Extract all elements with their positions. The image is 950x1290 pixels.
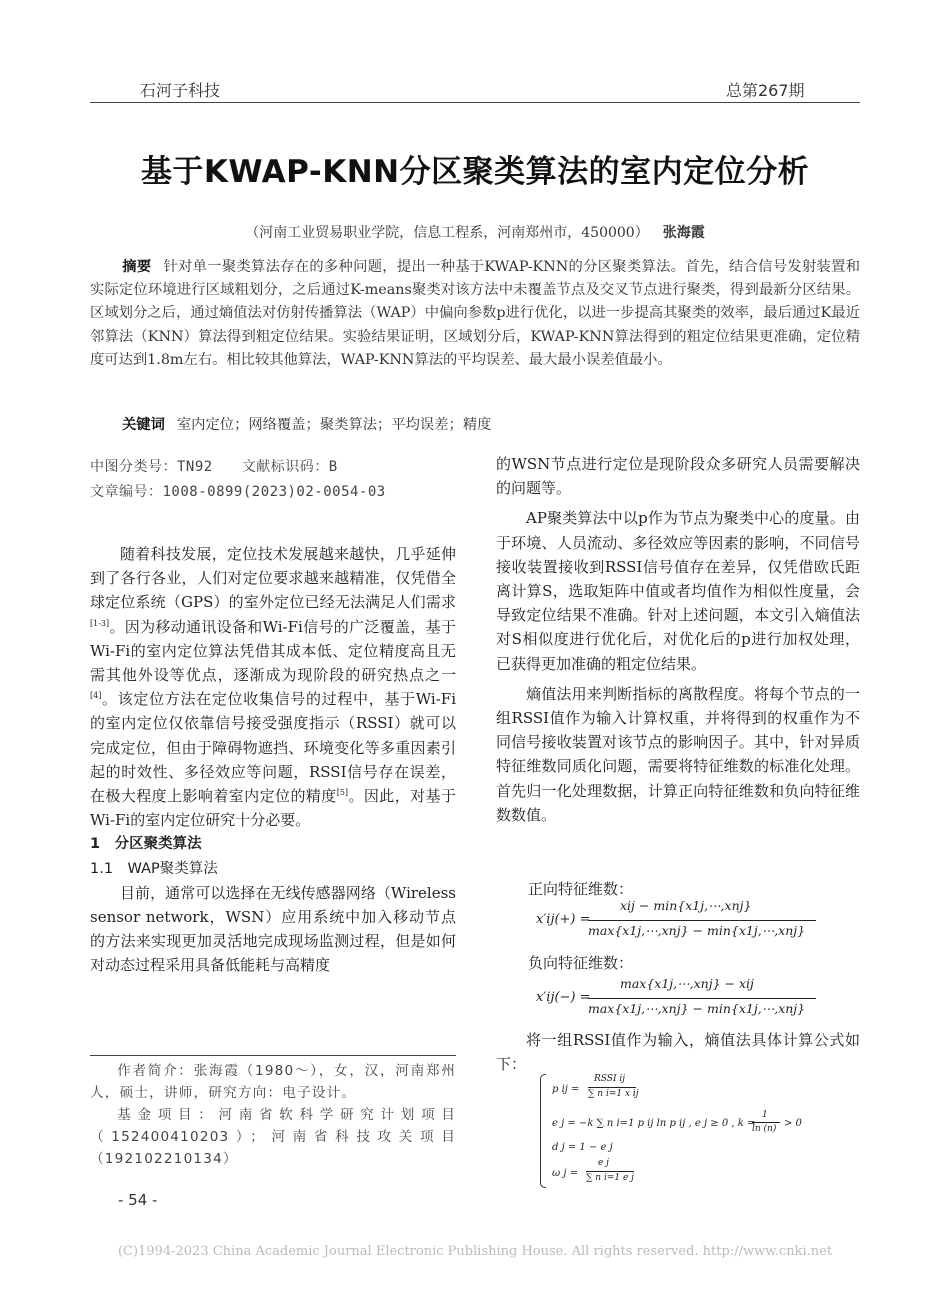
page-number: - 54 -: [118, 1191, 158, 1209]
classification-line: 中图分类号：TN92 文献标识码：B: [90, 459, 338, 475]
neg-label: 负向特征维数：: [528, 954, 634, 972]
fraction-bar: [588, 920, 816, 921]
fraction-bar: [752, 1122, 780, 1123]
abstract-text: 针对单一聚类算法存在的多种问题，提出一种基于KWAP-KNN的分区聚类算法。首先，结合信号发射装置和实际定位环境进行区域粗划分，之后通过K-means聚类对该方法中未覆盖节点及交叉节点进行聚类，得到最新分区结果。区域划分之后，通过熵值法对仿射传播算法（WAP）中偏向参数p进行优化，以进一步提高其聚类的效率，最后通过K最近邻算法（KNN）算法得到粗定位结果。实验结果证明，区域划分后，KWAP-KNN算法得到的粗定位结果更准确，定位精度可达到1.8m左右。相比较其他算法，WAP-KNN算法的平均误差、最大最小误差值最小。: [90, 259, 861, 368]
citation: [4]: [90, 691, 102, 701]
pos-formula: [536, 898, 866, 948]
abstract-label: 摘要: [122, 259, 152, 275]
neg-formula-numerator: max{x1j,⋯,xnj} − xij: [620, 976, 754, 991]
left-brace: [540, 1074, 546, 1188]
author-info: 作者简介：张海霞（1980～），女，汉，河南郑州人，硕士，讲师，研究方向：电子设计。: [90, 1063, 456, 1101]
case3: d j = 1 − e j: [552, 1142, 613, 1153]
keywords-text: 室内定位；网络覆盖；聚类算法；平均误差；精度: [176, 417, 492, 433]
neg-formula-lhs: x′ij(−) =: [536, 990, 591, 1005]
journal-name: 石河子科技: [140, 81, 221, 100]
abstract: [90, 256, 860, 372]
intro-paragraph: 随着科技发展，定位技术发展越来越快，几乎延伸到了各行各业，人们对定位要求越来越精准，仅凭借全球定位系统（GPS）的室外定位已经无法满足人们需求[1-3]。因为移动通讯设备和Wi-Fi信号的广泛覆盖，基于Wi-Fi的室内定位算法凭借其成本低、定位精度高且无需其他外设等优点，逐渐成为现阶段的研究热点之一[4]。该定位方法在定位收集信号的过程中，基于Wi-Fi的室内定位仅依靠信号接受强度指示（RSSI）就可以完成定位，但由于障碍物遮挡、环境变化等多重因素引起的时效性、多径效应等问题，RSSI信号存在误差，在极大程度上影响着室内定位的精度[5]。因此，对基于Wi-Fi的室内定位研究十分必要。: [90, 545, 456, 830]
article-number-line: 文章编号：1008-0899(2023)02-0054-03: [90, 484, 386, 500]
case2-denominator: ln (n): [752, 1124, 777, 1134]
case4-lhs: ω j =: [552, 1168, 578, 1179]
case2-numerator: 1: [762, 1110, 768, 1120]
continued-paragraph: 的WSN节点进行定位是现阶段众多研究人员需要解决的问题等。: [496, 455, 860, 498]
citation: [1-3]: [90, 618, 110, 628]
case2-tail: > 0: [784, 1118, 802, 1129]
case1-numerator: RSSI ij: [594, 1074, 626, 1084]
entropy-formula: [540, 1070, 840, 1194]
case2: e j = −k ∑ n i=1 p ij ln p ij , e j ≥ 0 , k =: [552, 1118, 756, 1129]
case1-lhs: p ij =: [552, 1084, 580, 1095]
case1-denominator: ∑ n i=1 x ij: [588, 1089, 639, 1099]
footnote: [90, 1060, 456, 1170]
formula-intro-text: 将一组RSSI值作为输入，熵值法具体计算公式如下：: [496, 1031, 860, 1074]
pos-formula-lhs: x′ij(+) =: [536, 912, 591, 927]
fraction-bar: [586, 1171, 634, 1172]
fraction-bar: [588, 1087, 636, 1088]
header-rule: [90, 102, 860, 103]
case4-numerator: e j: [598, 1158, 609, 1168]
wap-paragraph: 目前，通常可以选择在无线传感器网络（Wireless sensor network，WSN）应用系统中加入移动节点的方法来实现更加灵活地完成现场监测过程，但是如何对动态过程采用具备低能耗与高精度: [90, 883, 456, 975]
pos-formula-denominator: max{x1j,⋯,xnj} − min{x1j,⋯,xnj}: [588, 923, 806, 938]
footnote-rule: [90, 1055, 456, 1056]
affiliation: （河南工业贸易职业学院，信息工程系，河南郑州市，450000）: [245, 225, 649, 241]
left-column: [90, 542, 456, 978]
pos-formula-numerator: xij − min{x1j,⋯,xnj}: [620, 898, 752, 913]
author-name: 张海霞: [662, 225, 705, 241]
neg-formula-denominator: max{x1j,⋯,xnj} − min{x1j,⋯,xnj}: [588, 1001, 806, 1016]
pos-label: 正向特征维数：: [528, 880, 634, 898]
citation: [5]: [336, 788, 349, 798]
fund-info: 基金项目：河南省软科学研究计划项目（152400410203）；河南省科技攻关项目（192102210134）: [90, 1107, 456, 1167]
keywords-label: 关键词: [122, 417, 165, 433]
issue-number: 总第267期: [726, 81, 805, 100]
copyright-notice: (C)1994-2023 China Academic Journal Electronic Publishing House. All rights reserved. http://www.cnki.net: [117, 1244, 833, 1259]
ap-paragraph: AP聚类算法中以p作为节点为聚类中心的度量。由于环境、人员流动、多径效应等因素的影响，不同信号接收装置接收到RSSI信号值存在差异，仅凭借欧氏距离计算S，选取矩阵中值或者均值作为相似性度量，会导致定位结果不准确。针对上述问题，本文引入熵值法对S相似度进行优化后，对优化后的p进行加权处理，已获得更加准确的粗定位结果。: [496, 509, 860, 673]
case4-denominator: ∑ n i=1 e j: [586, 1173, 634, 1183]
subsection-heading: 1.1 WAP聚类算法: [90, 860, 218, 877]
paper-title: 基于KWAP-KNN分区聚类算法的室内定位分析: [140, 154, 810, 190]
fraction-bar: [588, 998, 816, 999]
keywords: [122, 414, 491, 434]
neg-formula: [536, 976, 866, 1026]
entropy-paragraph: 熵值法用来判断指标的离散程度。将每个节点的一组RSSI值作为输入计算权重，并将得到的权重作为不同信号接收装置对该节点的影响因子。其中，针对异质特征维数同质化问题，需要将特征维数的标准化处理。首先归一化处理数据，计算正向特征维数和负向特征维数数值。: [496, 684, 860, 824]
right-column-top: [496, 452, 860, 827]
section-heading: 1 分区聚类算法: [90, 836, 202, 853]
affiliation-line: [0, 222, 950, 242]
